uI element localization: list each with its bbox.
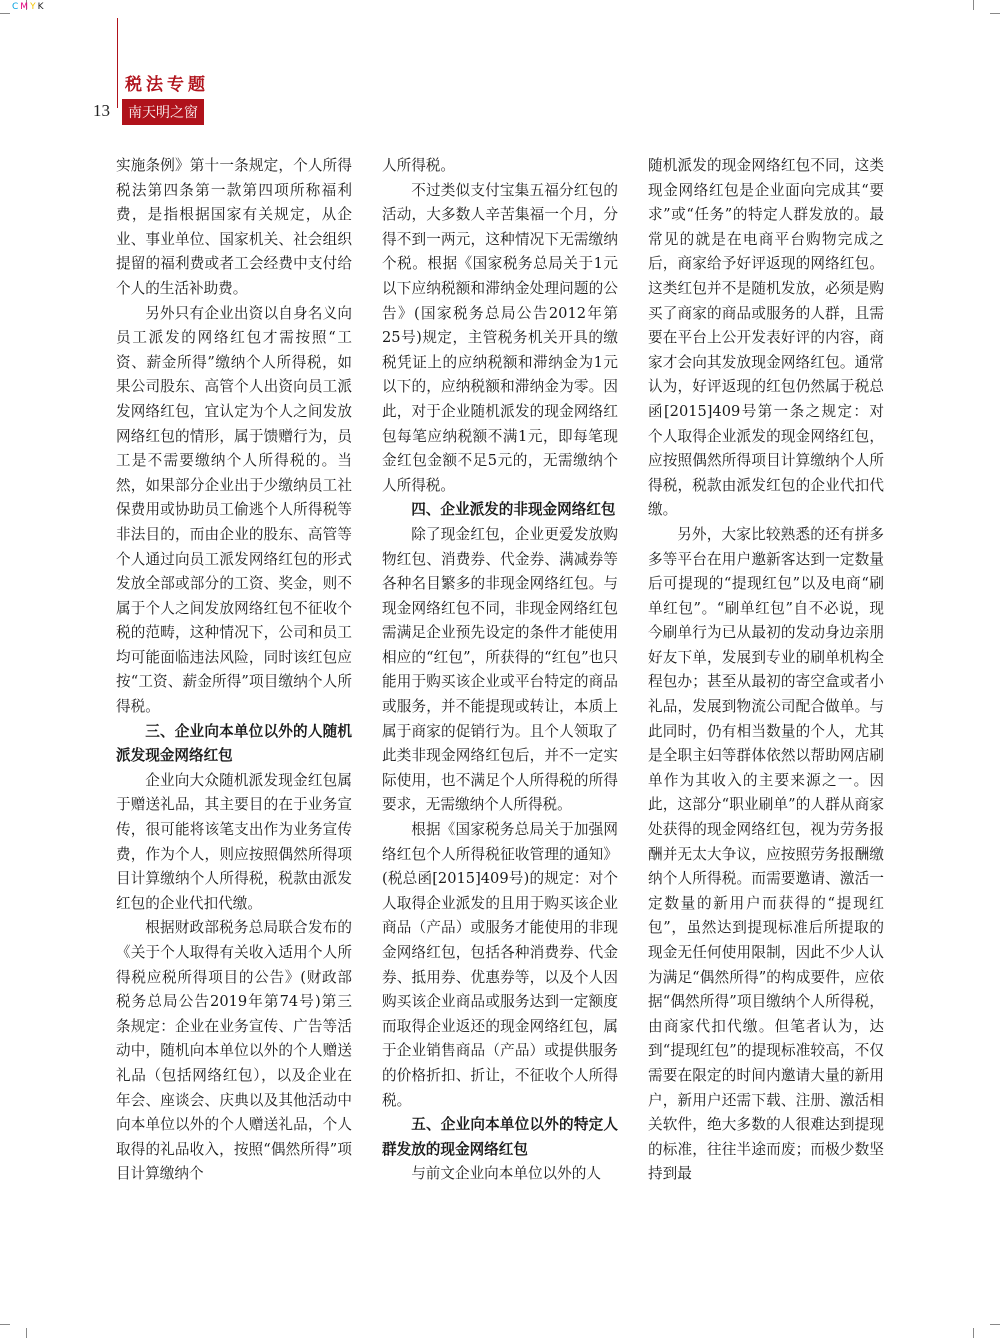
section-heading: 四、企业派发的非现金网络红包 — [411, 501, 616, 519]
section-heading: 五、企业向本单位以外的特定人群发放的现金网络红包 — [382, 1116, 618, 1158]
cmyk-y: Y — [30, 2, 38, 12]
paragraph: 另外，大家比较熟悉的还有拼多多等平台在用户邀新客达到一定数量后可提现的“提现红包”以及电商“刷单红包”。“刷单红包”自不必说，现今刷单行为已从最初的发动身边亲朋好友下单，发展到专业的刷单机构全程包办；甚至从最初的寄空盒或者小礼品，发展到物流公司配合做单。与此同时，仍有相当数量的个人，尤其是全职主妇等群体依然以帮助网店刷单作为其收入的主要来源之一。因此，这部分“职业刷单”的人群从商家处获得的现金网络红包，视为劳务报酬并无太大争议，应按照劳务报酬缴纳个人所得税。而需要邀请、激活一定数量的新用户而获得的“提现红包”，虽然达到提现标准后所提取的现金无任何使用限制，因此不少人认为满足“偶然所得”的构成要件，应依据“偶然所得”项目缴纳个人所得税，由商家代扣代缴。但笔者认为，达到“提现红包”的提现标准较高，不仅需要在限定的时间内邀请大量的新用户，新用户还需下载、注册、激活相关软件，绝大多数的人很难达到提现的标准，往往半途而废；而极少数坚持到最 — [648, 525, 884, 1183]
paragraph: 随机派发的现金网络红包不同，这类现金网络红包是企业面向完成其“要求”或“任务”的特定人群发放的。最常见的就是在电商平台购物完成之后，商家给予好评返现的网络红包。这类红包并不是随机发放，必须是购买了商家的商品或服务的人群，且需要在平台上公开发表好评的内容，商家才会向其发放现金网络红包。通常认为，好评返现的红包仍然属于税总函[2015]409号第一条之规定：对个人取得企业派发的现金网络红包，应按照偶然所得项目计算缴纳个人所得税，税款由派发红包的企业代扣代缴。 — [648, 157, 884, 519]
section-title: 税法专题 — [125, 75, 209, 95]
magazine-name: 南天明之窗 — [128, 105, 198, 121]
column-3 — [648, 154, 884, 1187]
crop-mark-bottom-left-h — [0, 1324, 10, 1325]
paragraph: 企业向大众随机派发现金红包属于赠送礼品，其主要目的在于业务宣传，很可能将该笔支出作为业务宣传费，作为个人，则应按照偶然所得项目计算缴纳个人所得税，税款由派发红包的企业代扣代缴。 — [116, 771, 352, 912]
cmyk-m: M — [20, 2, 31, 12]
paragraph: 根据《国家税务总局关于加强网络红包个人所得税征收管理的通知》(税总函[2015]409号)的规定：对个人取得企业派发的且用于购买该企业商品（产品）或服务才能使用的非现金网络红包，包括各种消费券、代金券、抵用券、优惠券等，以及个人因购买该企业商品或服务达到一定额度而取得企业返还的现金网络红包，属于企业销售商品（产品）或提供服务的价格折扣、折让，不征收个人所得税。 — [382, 821, 618, 1109]
header-rule — [117, 18, 118, 108]
crop-mark-bottom-left-v — [26, 1328, 27, 1338]
paragraph: 人所得税。 — [382, 157, 455, 174]
crop-mark-top-right-v — [973, 0, 974, 10]
crop-mark-top-right-h — [990, 13, 1000, 14]
column-2 — [382, 154, 618, 1187]
paragraph: 另外只有企业出资以自身名义向员工派发的网络红包才需按照“工资、薪金所得”缴纳个人所得税，如果公司股东、高管个人出资向员工派发网络红包，宜认定为个人之间发放网络红包的情形，属于馈赠行为，员工是不需要缴纳个人所得税的。当然，如果部分企业出于少缴纳员工社保费用或协助员工偷逃个人所得税等非法目的，而由企业的股东、高管等个人通过向员工派发网络红包的形式发放全部或部分的工资、奖金，则不属于个人之间发放网络红包不征收个税的范畴，这种情况下，公司和员工均可能面临违法风险，同时该红包应按“工资、薪金所得”项目缴纳个人所得税。 — [116, 304, 352, 716]
crop-mark-bottom-right-h — [990, 1324, 1000, 1325]
magazine-name-badge — [122, 99, 204, 125]
paragraph: 除了现金红包，企业更爱发放购物红包、消费券、代金券、满减券等各种名目繁多的非现金网络红包。与现金网络红包不同，非现金网络红包需满足企业预先设定的条件才能使用相应的“红包”，所获得的“红包”也只能用于购买该企业或平台特定的商品或服务，并不能提现或转让，本质上属于商家的促销行为。且个人领取了此类非现金网络红包后，并不一定实际使用，也不满足个人所得税的所得要求，无需缴纳个人所得税。 — [382, 525, 618, 814]
crop-mark-bottom-right-v — [973, 1328, 974, 1338]
cmyk-marker — [12, 2, 45, 12]
paragraph: 根据财政部税务总局联合发布的《关于个人取得有关收入适用个人所得税应税所得项目的公告》(财政部税务总局公告2019年第74号)第三条规定：企业在业务宣传、广告等活动中，随机向本单位以外的个人赠送礼品（包括网络红包），以及企业在年会、座谈会、庆典以及其他活动中向本单位以外的个人赠送礼品，个人取得的礼品收入，按照“偶然所得”项目计算缴纳个 — [116, 919, 352, 1183]
paragraph: 不过类似支付宝集五福分红包的活动，大多数人辛苦集福一个月，分得不到一两元，这种情况下无需缴纳个税。根据《国家税务总局关于1元以下应纳税额和滞纳金处理问题的公告》(国家税务总局公告2012年第25号)规定，主管税务机关开具的缴税凭证上的应纳税额和滞纳金为1元以下的，应纳税额和滞纳金为零。因此，对于企业随机派发的现金网络红包每笔应纳税额不满1元，即每笔现金红包金额不足5元的，无需缴纳个人所得税。 — [382, 181, 618, 494]
paragraph: 实施条例》第十一条规定，个人所得税法第四条第一款第四项所称福利费，是指根据国家有关规定，从企业、事业单位、国家机关、社会组织提留的福利费或者工会经费中支付给个人的生活补助费。 — [116, 157, 352, 297]
cmyk-c: C — [12, 2, 21, 12]
column-1 — [116, 154, 352, 1187]
section-heading: 三、企业向本单位以外的人随机派发现金网络红包 — [116, 722, 352, 765]
crop-mark-top-left-h — [0, 13, 10, 14]
page-number: 13 — [93, 101, 110, 120]
paragraph: 与前文企业向本单位以外的人 — [411, 1165, 601, 1183]
cmyk-k: K — [37, 2, 46, 12]
